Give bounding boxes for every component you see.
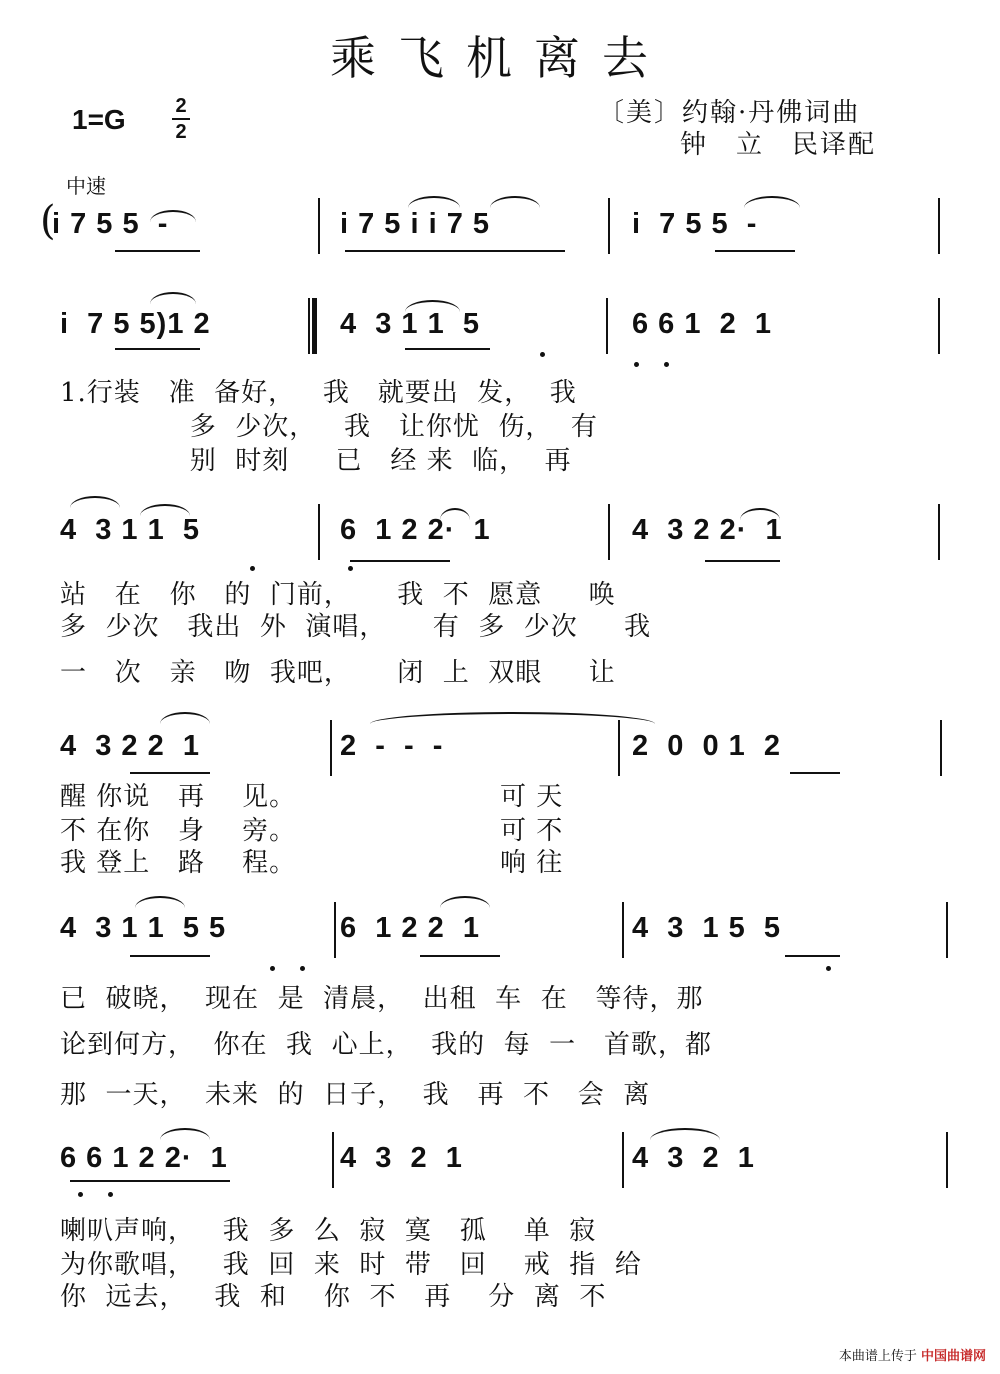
beam [785,955,840,957]
lyric-line: 多 少次， 我 让你忧 伤， 有 [60,412,598,442]
beam [130,955,210,957]
measure-notes: 4 3 1 1 5 [340,308,480,340]
octave-dot [826,966,831,971]
beam [115,348,200,350]
lyric-line: 我 登上 路 程。 响 往 [60,848,564,878]
slur [405,300,460,312]
lyric-line: 别 时刻 已 经 来 临， 再 [60,446,572,476]
beam [115,250,200,252]
octave-dot [270,966,275,971]
measure-notes: 6 1 2 2 1 [340,912,480,944]
slur [650,1128,720,1140]
slur [150,292,196,304]
slur [744,196,800,208]
slur [740,508,780,520]
barline [938,298,940,354]
barline [332,1132,334,1188]
translator-credit: 钟 立 民译配 [680,130,877,160]
lyric-line: 不 在你 身 旁。 可 不 [60,816,564,846]
octave-dot [108,1192,113,1197]
measure-notes: i 7 5 5 - [52,208,169,240]
barline [608,198,610,254]
time-sig-bottom: 2 [175,121,187,143]
measure-notes: 4 3 1 5 5 [632,912,782,944]
measure-notes: 4 3 2 2· 1 [632,514,783,546]
measure-notes: 4 3 2 2 1 [60,730,200,762]
lyric-line: 为你歌唱， 我 回 来 时 带 回 戒 指 给 [60,1250,642,1280]
intro-paren: ( [40,198,56,244]
lyric-line: 你 远去， 我 和 你 不 再 分 离 不 [60,1282,607,1312]
lyric-line: 论到何方， 你在 我 心上， 我的 每 一 首歌，都 [60,1030,712,1060]
octave-dot [78,1192,83,1197]
slur [160,712,210,724]
slur [440,896,490,908]
octave-dot [664,362,669,367]
barline [308,298,310,354]
barline [608,504,610,560]
beam [130,772,210,774]
beam [70,1180,230,1182]
footer [839,1345,986,1364]
barline [622,902,624,958]
measure-notes: 4 3 2 1 [340,1142,463,1174]
lyric-line: 1.行装 准 备好， 我 就要出 发， 我 [60,378,577,408]
beam [405,348,490,350]
barline [946,1132,948,1188]
octave-dot [300,966,305,971]
slur [160,1128,210,1140]
slur [70,496,120,508]
lyric-line: 一 次 亲 吻 我吧， 闭 上 双眼 让 [60,658,616,688]
slur [440,508,470,520]
lyric-line: 喇叭声响， 我 多 么 寂 寞 孤 单 寂 [60,1216,597,1246]
barline [318,504,320,560]
slur [490,196,540,208]
barline [946,902,948,958]
lyric-line: 那 一天， 未来 的 日子， 我 再 不 会 离 [60,1080,651,1110]
lyric-line: 多 少次 我出 外 演唱， 有 多 少次 我 [60,612,652,642]
barline [938,198,940,254]
octave-dot [540,352,545,357]
beam [350,560,450,562]
barline [334,902,336,958]
beam [345,250,565,252]
barline [940,720,942,776]
measure-notes: i 7 5 5)1 2 [60,308,211,340]
measure-notes: 6 6 1 2 2· 1 [60,1142,228,1174]
barline [330,720,332,776]
slur [408,196,460,208]
octave-dot [250,566,255,571]
footer-text: 本曲谱上传于 [838,1349,917,1364]
tempo-marking: 中速 [66,174,106,198]
slur [370,712,655,724]
time-sig-top: 2 [175,95,187,117]
measure-notes: i 7 5 5 - [632,208,758,240]
lyric-line: 醒 你说 再 见。 可 天 [60,782,564,812]
octave-dot [634,362,639,367]
repeat-barline [312,298,317,354]
lyric-line: 站 在 你 的 门前， 我 不 愿意 唤 [60,580,616,610]
measure-notes: 4 3 2 1 [632,1142,755,1174]
composer-credit: 〔美〕约翰·丹佛词曲 [598,98,861,128]
measure-notes: i 7 5 i i 7 5 [340,208,491,240]
measure-notes: 2 - - - [340,730,444,762]
beam [715,250,795,252]
octave-dot [348,566,353,571]
slur [140,504,190,516]
measure-notes: 4 3 1 1 5 [60,514,200,546]
site-logo: 中国曲谱网 [920,1349,986,1364]
time-signature [172,96,190,142]
beam [705,560,780,562]
measure-notes: 2 0 0 1 2 [632,730,782,762]
beam [790,772,840,774]
barline [618,720,620,776]
slur [135,896,185,908]
barline [318,198,320,254]
page-title: 乘飞机离去 [330,31,670,85]
measure-notes: 4 3 1 1 5 5 [60,912,227,944]
beam [420,955,500,957]
barline [606,298,608,354]
barline [938,504,940,560]
measure-notes: 6 6 1 2 1 [632,308,772,340]
barline [622,1132,624,1188]
lyric-line: 已 破晓， 现在 是 清晨， 出租 车 在 等待，那 [60,984,704,1014]
key-signature: 1=G [72,104,126,135]
measure-notes: 6 1 2 2· 1 [340,514,491,546]
